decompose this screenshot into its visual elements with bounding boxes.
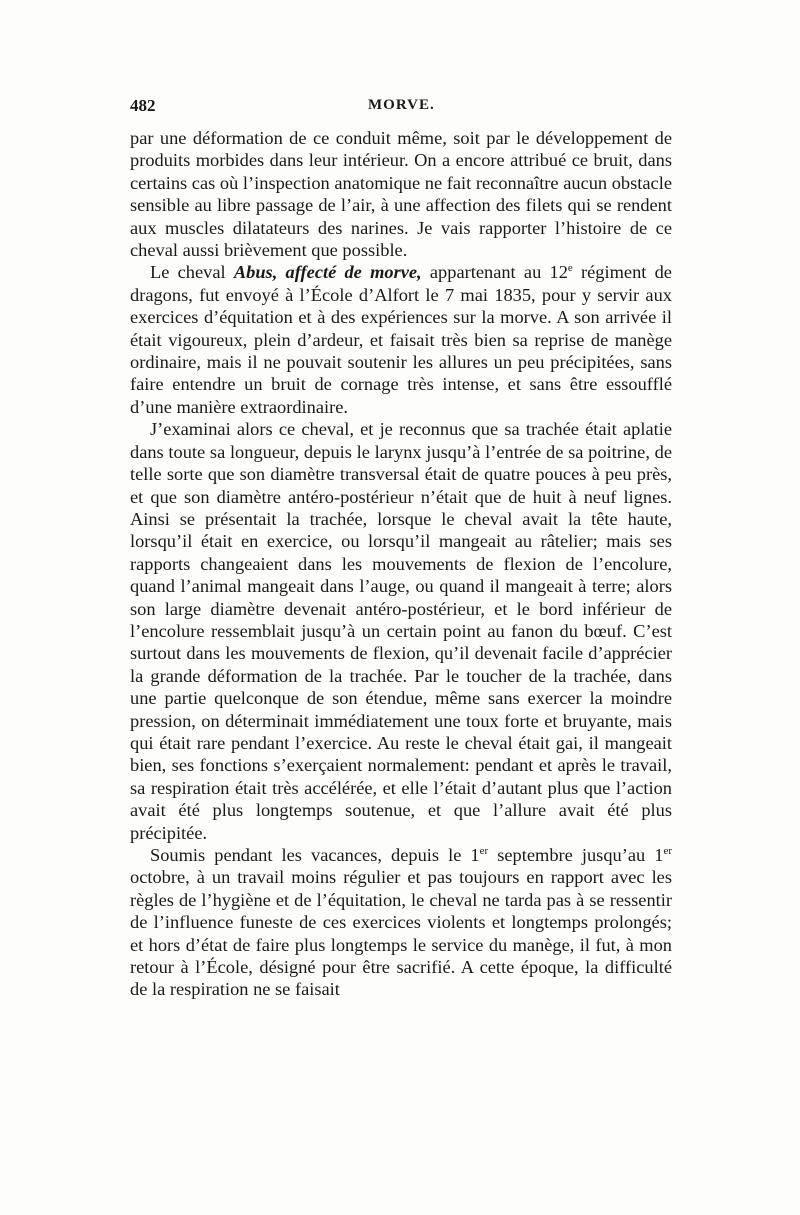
page-number: 482 [130, 96, 156, 115]
text-segment: er [663, 844, 672, 857]
text-segment: appartenant au 12 [421, 262, 568, 283]
running-title: MORVE. [368, 97, 435, 113]
text-segment: régiment de dragons, fut envoyé à l’École d’Alfort le 7 mai 1835, pour y servir aux exercices d’équitation et à des expériences sur la morve. A son arrivée il était vigoureux, plein d’ardeur, et faisait très bien sa reprise de manège ordinaire, mais il ne pouvait soutenir les allures un peu précipitées, sans faire entendre un bruit de cornage très intense, et sans être essoufflé d’une manière extraordinaire. [130, 262, 672, 417]
text-segment: e [567, 262, 573, 275]
paragraph [130, 418, 672, 844]
paragraph [130, 844, 672, 1001]
text-segment: septembre jusqu’au 1 [488, 845, 664, 865]
text-segment: par une déformation de ce conduit même, soit par le développement de produits morbides dans leur intérieur. On a encore attribué ce bruit, dans certains cas où l’inspection anatomique ne fait reconnaître aucun obstacle sensible au libre passage de l’air, à une affection des filets qui se rendent aux muscles dilatateurs des narines. Je vais rapporter l’histoire de ce cheval aussi brièvement que possible. [130, 128, 672, 261]
text-segment: Abus, affecté de morve, [233, 262, 422, 283]
text-segment: er [479, 844, 489, 857]
paragraph [130, 127, 672, 261]
text-segment: J’examinai alors ce cheval, et je reconnus que sa trachée était aplatie dans toute sa longueur, depuis le larynx jusqu’à l’entrée de sa poitrine, de telle sorte que son diamètre transversal était de quatre pouces à peu près, et que son diamètre antéro-postérieur n’était que de huit à neuf lignes. Ainsi se présentait la trachée, lorsque le cheval avait la tête haute, lorsqu’il était en exercice, ou lorsqu’il mangeait au râtelier; mais ses rapports changeaient dans les mouvements de flexion de l’encolure, quand l’animal mangeait dans l’auge, ou quand il mangeait à terre; alors son large diamètre devenait antéro-postérieur, et le bord inférieur de l’encolure ressemblait jusqu’à un certain point au fanon du bœuf. C’est surtout dans les mouvements de flexion, qu’il devenait facile d’apprécier la grande déformation de la trachée. Par le toucher de la trachée, dans une partie quelconque de son étendue, même sans exercer la moindre pression, on déterminait immédiatement une toux forte et bruyante, mais qui était rare pendant l’exercice. Au reste le cheval était gai, il mangeait bien, ses fonctions s’exerçaient normalement: pendant et après le travail, sa respiration était très accélérée, et elle l’était d’autant plus que l’action avait été plus longtemps soutenue, et que l’allure avait été plus précipitée. [130, 419, 672, 843]
text-segment: octobre, à un travail moins régulier et pas toujours en rapport avec les règles de l’hygiène et de l’équitation, le cheval ne tarda pas à se ressentir de l’influence funeste de ces exercices violents et longtemps prolongés; et hors d’état de faire plus longtemps le service du manège, il fut, à mon retour à l’École, désigné pour être sacrifié. A cette époque, la difficulté de la respiration ne se faisait [130, 867, 672, 1000]
paragraph [130, 261, 672, 418]
text-segment: Le cheval [150, 262, 234, 283]
text-segment: Soumis pendant les vacances, depuis le 1 [150, 845, 480, 865]
body-text [130, 127, 672, 1001]
running-head [130, 96, 670, 122]
